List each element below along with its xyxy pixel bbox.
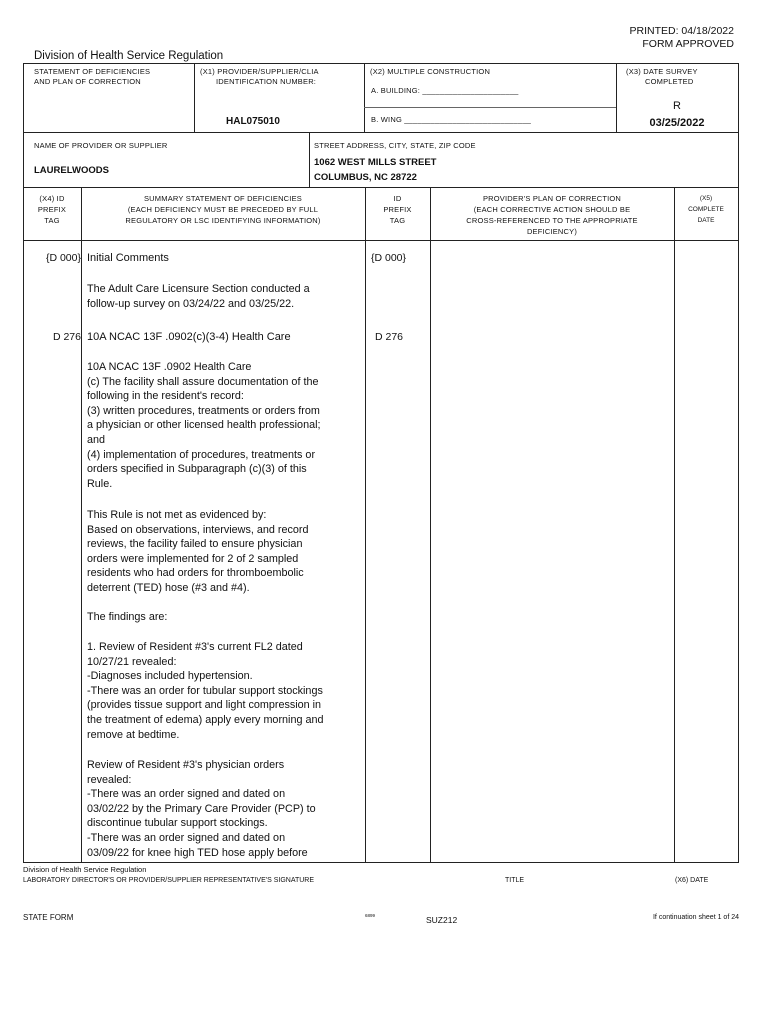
review-1-text: 1. Review of Resident #3's current FL2 dated 10/27/21 revealed: -Diagnoses included hypertension. -There was an order for tubular support stockings (provides tissue support and light compression in the treatment of edema) apply every morning and remove at bedtime. (87, 641, 324, 741)
x3-label-1: (X3) DATE SURVEY (626, 67, 698, 76)
form-approved: FORM APPROVED (642, 38, 734, 50)
findings-text: The findings are: (87, 611, 168, 623)
divider-x1 (194, 63, 195, 132)
x1-id-number: HAL075010 (226, 116, 280, 127)
street-label: STREET ADDRESS, CITY, STATE, ZIP CODE (314, 141, 476, 150)
printed-date: PRINTED: 04/18/2022 (629, 25, 734, 37)
divider-address (309, 132, 310, 187)
col-id-divider (430, 187, 431, 863)
state-form-label: STATE FORM (23, 913, 74, 922)
form-number: 6899 (365, 913, 376, 918)
col-x4-divider (81, 187, 82, 863)
col-plan-divider (674, 187, 675, 863)
x2-wing: B. WING _____________________________ (371, 115, 532, 124)
signature-label: LABORATORY DIRECTOR'S OR PROVIDER/SUPPLIER REPRESENTATIVE'S SIGNATURE (23, 877, 315, 884)
col-header-x4: (X4) ID PREFIX TAG (37, 194, 67, 225)
rule-title: 10A NCAC 13F .0902(c)(3-4) Health Care (87, 331, 291, 343)
review-2-text: Review of Resident #3's physician orders revealed: -There was an order signed and dated on 03/02/22 by the Primary Care Provider (PCP) to discontinue tubular support stockings. -There was an order signed and dated on 03/09/22 for knee high TED hose apply before (87, 759, 316, 859)
border-left (23, 63, 24, 863)
provider-name-label: NAME OF PROVIDER OR SUPPLIER (34, 141, 168, 150)
col-summary-divider (365, 187, 366, 863)
col-header-id: ID PREFIX TAG (383, 194, 412, 225)
col-header-x5: (X5) COMPLETE DATE (688, 195, 724, 224)
rule-columns (23, 187, 739, 188)
provider-name: LAURELWOODS (34, 165, 109, 176)
rule-top (23, 63, 739, 64)
rule-body (23, 240, 739, 241)
continuation-label: If continuation sheet 1 of 24 (652, 914, 739, 921)
tag-d276-right: D 276 (375, 331, 404, 343)
tag-d000-right: {D 000} (371, 252, 407, 264)
col-header-plan: PROVIDER'S PLAN OF CORRECTION (EACH CORRECTIVE ACTION SHOULD BE CROSS-REFERENCED TO THE APPROPRIATE DEFICIENCY) (466, 194, 638, 236)
title-label: TITLE (505, 877, 525, 884)
rule-text: 10A NCAC 13F .0902 Health Care (c) The facility shall assure documentation of the following in the resident's record: (3) written procedures, treatments or orders from a physician or other licensed health professional; and (4) implementation of procedures, treatments or orders specified in Subparagraph (c)(3) of this Rule. (87, 361, 321, 490)
survey-text: The Adult Care Licensure Section conducted a follow-up survey on 03/24/22 and 03/25/22. (87, 283, 310, 310)
street-line-1: 1062 WEST MILLS STREET (314, 157, 437, 168)
rule-provider (23, 132, 739, 133)
statement-label-1: STATEMENT OF DEFICIENCIES (34, 67, 151, 76)
division-title: Division of Health Service Regulation (34, 50, 224, 62)
x3-label-2: COMPLETED (645, 77, 694, 86)
x1-label-1: (X1) PROVIDER/SUPPLIER/CLIA (200, 67, 319, 76)
rule-footer (23, 862, 739, 863)
x3-code: R (673, 100, 681, 112)
initial-comments: Initial Comments (87, 252, 169, 264)
footer-division: Division of Health Service Regulation (23, 865, 147, 874)
tag-d000-left: {D 000} (45, 252, 81, 264)
event-id: SUZ212 (426, 915, 458, 925)
street-line-2: COLUMBUS, NC 28722 (314, 172, 417, 183)
not-met-text: This Rule is not met as evidenced by: Based on observations, interviews, and record reviews, the facility failed to ensure physician orders were implemented for 2 of 2 sampled residents who had orders for thromboembolic deterrent (TED) hose (#3 and #4). (87, 509, 309, 594)
x3-survey-date: 03/25/2022 (649, 117, 705, 129)
col-header-summary: SUMMARY STATEMENT OF DEFICIENCIES (EACH DEFICIENCY MUST BE PRECEDED BY FULL REGULATORY OR LSC IDENTIFYING INFORMATION) (125, 194, 321, 225)
divider-wing (364, 107, 616, 108)
x2-label: (X2) MULTIPLE CONSTRUCTION (370, 67, 491, 76)
statement-label-2: AND PLAN OF CORRECTION (34, 77, 141, 86)
x6-date-label: (X6) DATE (675, 877, 709, 884)
divider-x2 (364, 63, 365, 132)
border-right (738, 63, 739, 863)
x2-building: A. BUILDING: ______________________ (371, 86, 519, 95)
tag-d276-left: D 276 (52, 331, 81, 343)
x1-label-2: IDENTIFICATION NUMBER: (216, 77, 317, 86)
